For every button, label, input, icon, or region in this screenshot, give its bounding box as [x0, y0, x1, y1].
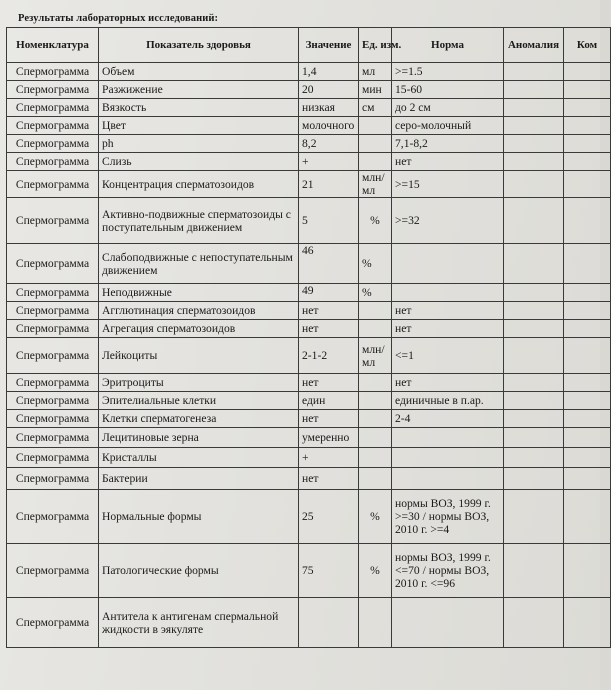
comment-cell	[564, 63, 611, 81]
norm-cell: нормы ВОЗ, 1999 г. <=70 / нормы ВОЗ, 2010 г. <=96	[392, 544, 504, 598]
comment-cell	[564, 198, 611, 244]
norm-cell	[392, 428, 504, 448]
value-cell: +	[299, 153, 359, 171]
comment-cell	[564, 135, 611, 153]
comment-cell	[564, 153, 611, 171]
parameter-cell: Вязкость	[99, 99, 299, 117]
header-unit: Ед. изм.	[359, 28, 392, 63]
anomaly-cell	[504, 544, 564, 598]
anomaly-cell	[504, 171, 564, 198]
norm-cell: нет	[392, 153, 504, 171]
parameter-cell: Патологические формы	[99, 544, 299, 598]
unit-cell	[359, 153, 392, 171]
table-row	[7, 81, 611, 99]
nomenclature-cell: Спермограмма	[7, 135, 99, 153]
anomaly-cell	[504, 320, 564, 338]
header-norm: Норма	[392, 28, 504, 63]
norm-cell: единичные в п.ар.	[392, 392, 504, 410]
unit-cell	[359, 410, 392, 428]
nomenclature-cell: Спермограмма	[7, 490, 99, 544]
value-cell: 21	[299, 171, 359, 198]
parameter-cell: Лецитиновые зерна	[99, 428, 299, 448]
parameter-cell: Разжижение	[99, 81, 299, 99]
nomenclature-cell: Спермограмма	[7, 338, 99, 374]
parameter-cell: Объем	[99, 63, 299, 81]
parameter-cell: Кристаллы	[99, 448, 299, 468]
anomaly-cell	[504, 284, 564, 302]
unit-cell	[359, 392, 392, 410]
table-row	[7, 338, 611, 374]
anomaly-cell	[504, 302, 564, 320]
anomaly-cell	[504, 117, 564, 135]
comment-cell	[564, 490, 611, 544]
unit-cell	[359, 468, 392, 490]
unit-cell	[359, 117, 392, 135]
comment-cell	[564, 244, 611, 284]
value-cell: молочного	[299, 117, 359, 135]
nomenclature-cell: Спермограмма	[7, 302, 99, 320]
value-cell: нет	[299, 374, 359, 392]
parameter-cell: Нормальные формы	[99, 490, 299, 544]
anomaly-cell	[504, 448, 564, 468]
unit-cell: %	[359, 198, 392, 244]
table-row	[7, 374, 611, 392]
nomenclature-cell: Спермограмма	[7, 63, 99, 81]
comment-cell	[564, 117, 611, 135]
parameter-cell: Агрегация сперматозоидов	[99, 320, 299, 338]
norm-cell: нет	[392, 302, 504, 320]
unit-cell	[359, 374, 392, 392]
anomaly-cell	[504, 338, 564, 374]
nomenclature-cell: Спермограмма	[7, 428, 99, 448]
comment-cell	[564, 171, 611, 198]
nomenclature-cell: Спермограмма	[7, 468, 99, 490]
comment-cell	[564, 468, 611, 490]
value-cell: нет	[299, 302, 359, 320]
unit-cell: мл	[359, 63, 392, 81]
parameter-cell: Агглютинация сперматозоидов	[99, 302, 299, 320]
nomenclature-cell: Спермограмма	[7, 117, 99, 135]
table-row	[7, 320, 611, 338]
anomaly-cell	[504, 244, 564, 284]
parameter-cell: Эпителиальные клетки	[99, 392, 299, 410]
table-row	[7, 410, 611, 428]
value-cell: 8,2	[299, 135, 359, 153]
unit-cell: %	[359, 244, 392, 284]
anomaly-cell	[504, 374, 564, 392]
value-cell: 1,4	[299, 63, 359, 81]
nomenclature-cell: Спермограмма	[7, 284, 99, 302]
comment-cell	[564, 302, 611, 320]
value-cell: нет	[299, 320, 359, 338]
parameter-cell: Цвет	[99, 117, 299, 135]
value-cell: 25	[299, 490, 359, 544]
comment-cell	[564, 410, 611, 428]
comment-cell	[564, 428, 611, 448]
unit-cell	[359, 598, 392, 648]
norm-cell	[392, 468, 504, 490]
unit-cell: млн/мл	[359, 338, 392, 374]
nomenclature-cell: Спермограмма	[7, 244, 99, 284]
unit-cell: %	[359, 284, 392, 302]
comment-cell	[564, 392, 611, 410]
parameter-cell: Антитела к антигенам спермальной жидкости в эякуляте	[99, 598, 299, 648]
value-cell: 5	[299, 198, 359, 244]
norm-cell: >=1.5	[392, 63, 504, 81]
value-cell: нет	[299, 468, 359, 490]
norm-cell: нормы ВОЗ, 1999 г. >=30 / нормы ВОЗ, 2010 г. >=4	[392, 490, 504, 544]
anomaly-cell	[504, 468, 564, 490]
comment-cell	[564, 338, 611, 374]
header-row	[7, 28, 611, 63]
unit-cell: %	[359, 544, 392, 598]
value-cell: 75	[299, 544, 359, 598]
nomenclature-cell: Спермограмма	[7, 171, 99, 198]
norm-cell: серо-молочный	[392, 117, 504, 135]
norm-cell: до 2 см	[392, 99, 504, 117]
norm-cell	[392, 244, 504, 284]
value-cell: 49	[299, 284, 359, 302]
parameter-cell: Эритроциты	[99, 374, 299, 392]
comment-cell	[564, 598, 611, 648]
anomaly-cell	[504, 598, 564, 648]
nomenclature-cell: Спермограмма	[7, 392, 99, 410]
table-row	[7, 302, 611, 320]
unit-cell: млн/мл	[359, 171, 392, 198]
unit-cell	[359, 428, 392, 448]
norm-cell: >=15	[392, 171, 504, 198]
table-row	[7, 153, 611, 171]
anomaly-cell	[504, 392, 564, 410]
table-row	[7, 63, 611, 81]
norm-cell	[392, 284, 504, 302]
anomaly-cell	[504, 63, 564, 81]
table-row	[7, 428, 611, 448]
value-cell: 2-1-2	[299, 338, 359, 374]
norm-cell: <=1	[392, 338, 504, 374]
header-value: Значение	[299, 28, 359, 63]
value-cell: умеренно	[299, 428, 359, 448]
nomenclature-cell: Спермограмма	[7, 448, 99, 468]
value-cell: 46	[299, 244, 359, 284]
parameter-cell: Лейкоциты	[99, 338, 299, 374]
norm-cell: 7,1-8,2	[392, 135, 504, 153]
comment-cell	[564, 99, 611, 117]
comment-cell	[564, 544, 611, 598]
table-row	[7, 171, 611, 198]
nomenclature-cell: Спермограмма	[7, 81, 99, 99]
anomaly-cell	[504, 153, 564, 171]
header-anomaly: Аномалия	[504, 28, 564, 63]
nomenclature-cell: Спермограмма	[7, 153, 99, 171]
value-cell: +	[299, 448, 359, 468]
nomenclature-cell: Спермограмма	[7, 320, 99, 338]
unit-cell: %	[359, 490, 392, 544]
nomenclature-cell: Спермограмма	[7, 198, 99, 244]
parameter-cell: Бактерии	[99, 468, 299, 490]
parameter-cell: ph	[99, 135, 299, 153]
nomenclature-cell: Спермограмма	[7, 374, 99, 392]
nomenclature-cell: Спермограмма	[7, 598, 99, 648]
unit-cell: мин	[359, 81, 392, 99]
table-row	[7, 544, 611, 598]
value-cell: един	[299, 392, 359, 410]
value-cell: нет	[299, 410, 359, 428]
value-cell	[299, 598, 359, 648]
parameter-cell: Слабоподвижные с непоступательным движением	[99, 244, 299, 284]
norm-cell: 15-60	[392, 81, 504, 99]
table-row	[7, 99, 611, 117]
parameter-cell: Клетки сперматогенеза	[99, 410, 299, 428]
value-cell: низкая	[299, 99, 359, 117]
norm-cell: >=32	[392, 198, 504, 244]
norm-cell	[392, 448, 504, 468]
comment-cell	[564, 374, 611, 392]
table-row	[7, 490, 611, 544]
norm-cell	[392, 598, 504, 648]
table-row	[7, 284, 611, 302]
comment-cell	[564, 320, 611, 338]
anomaly-cell	[504, 410, 564, 428]
table-row	[7, 117, 611, 135]
table-row	[7, 135, 611, 153]
anomaly-cell	[504, 428, 564, 448]
header-nomenclature: Номенклатура	[7, 28, 99, 63]
comment-cell	[564, 284, 611, 302]
results-caption: Результаты лабораторных исследований:	[18, 13, 219, 24]
table-row	[7, 392, 611, 410]
unit-cell	[359, 302, 392, 320]
unit-cell: см	[359, 99, 392, 117]
nomenclature-cell: Спермограмма	[7, 410, 99, 428]
unit-cell	[359, 320, 392, 338]
norm-cell: нет	[392, 374, 504, 392]
header-parameter: Показатель здоровья	[99, 28, 299, 63]
norm-cell: нет	[392, 320, 504, 338]
parameter-cell: Активно-подвижные сперматозоиды с поступательным движением	[99, 198, 299, 244]
norm-cell: 2-4	[392, 410, 504, 428]
anomaly-cell	[504, 81, 564, 99]
unit-cell	[359, 448, 392, 468]
comment-cell	[564, 81, 611, 99]
parameter-cell: Неподвижные	[99, 284, 299, 302]
parameter-cell: Слизь	[99, 153, 299, 171]
anomaly-cell	[504, 135, 564, 153]
table-row	[7, 198, 611, 244]
nomenclature-cell: Спермограмма	[7, 99, 99, 117]
anomaly-cell	[504, 198, 564, 244]
header-comment: Ком	[564, 28, 611, 63]
parameter-cell: Концентрация сперматозоидов	[99, 171, 299, 198]
table-row	[7, 244, 611, 284]
unit-cell	[359, 135, 392, 153]
anomaly-cell	[504, 490, 564, 544]
value-cell: 20	[299, 81, 359, 99]
lab-results-table	[6, 27, 611, 648]
table-row	[7, 598, 611, 648]
comment-cell	[564, 448, 611, 468]
anomaly-cell	[504, 99, 564, 117]
table-row	[7, 468, 611, 490]
table-row	[7, 448, 611, 468]
results-body	[7, 63, 611, 648]
nomenclature-cell: Спермограмма	[7, 544, 99, 598]
